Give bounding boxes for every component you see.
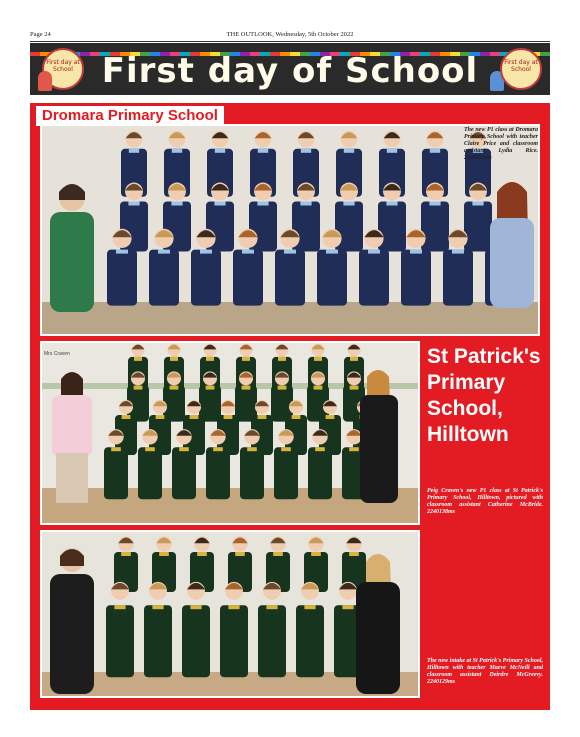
feature-banner bbox=[30, 43, 550, 95]
st-patricks-heading bbox=[427, 344, 545, 448]
heading-line: Primary bbox=[427, 371, 506, 394]
cartoon-child-left bbox=[38, 71, 52, 91]
header-rule bbox=[30, 41, 550, 42]
page-number: Page 24 bbox=[30, 31, 51, 38]
st-patricks-class-photo-2 bbox=[40, 530, 420, 698]
masthead: THE OUTLOOK, Wednesday, 5th October 2022 bbox=[226, 31, 354, 38]
heading-line: Hilltown bbox=[427, 423, 509, 446]
banner-title: First day of School bbox=[101, 51, 479, 91]
school-badge-left: First day at School bbox=[42, 48, 84, 90]
page-header bbox=[30, 31, 550, 41]
crayon-border-top bbox=[30, 43, 550, 47]
dromara-heading: Dromara Primary School bbox=[36, 106, 224, 126]
dromara-caption: The new P1 class at Dromara Primary School with teacher Claire Price and classroom assistant Lydia Rice. 2240116ms bbox=[464, 127, 538, 161]
school-badge-right: First day at School bbox=[500, 48, 542, 90]
heading-line: St Patrick's bbox=[427, 345, 541, 368]
heading-line: School, bbox=[427, 397, 503, 420]
crayon-border-bottom bbox=[30, 91, 550, 95]
st-patricks-caption-2: The new intake at St Patrick's Primary School, Hilltown with teacher Maeve McNeill and classroom assistant Deirdre McGreevy. 2240129ms bbox=[427, 658, 544, 685]
photo-tag: Mrs Craven bbox=[44, 351, 70, 357]
st-patricks-class-photo-1 bbox=[40, 341, 420, 525]
st-patricks-caption-1: Peig Craven's new P1 class at St Patrick's Primary School, Hilltown, pictured with classroom assistant Catherine McBride. 2240138ms bbox=[427, 488, 543, 515]
